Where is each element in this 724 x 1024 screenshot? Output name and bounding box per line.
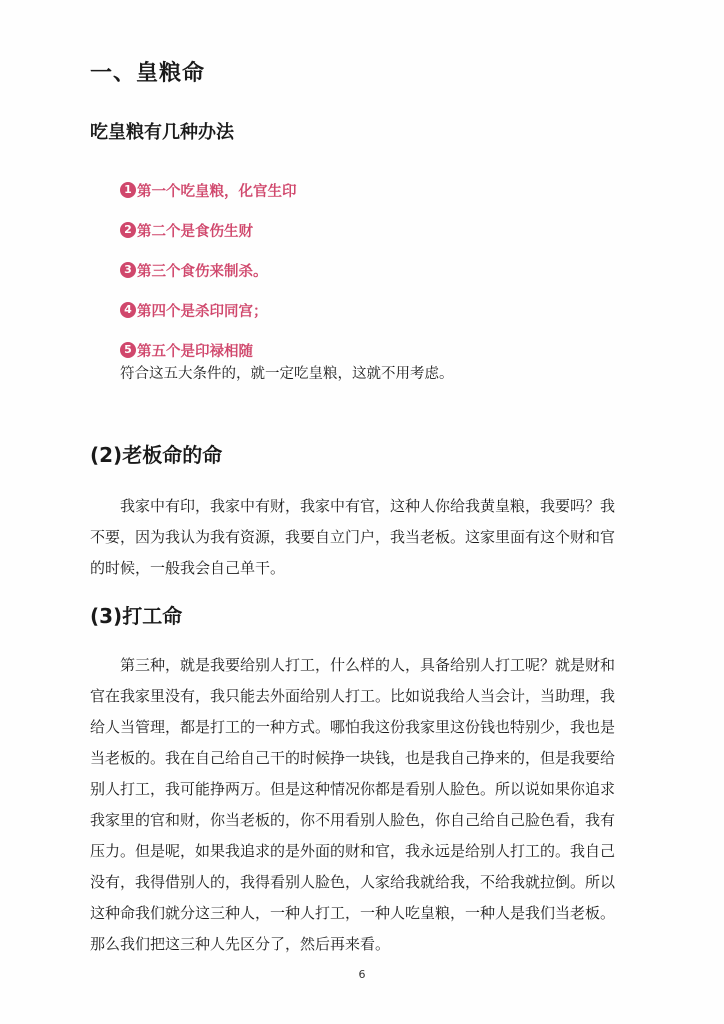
page-number: 6 <box>358 968 366 981</box>
paragraph-line: 没有，我得借别人的，我得看别人脸色，人家给我就给我，不给我就拉倒。所以 <box>90 873 616 891</box>
paragraph-line: 当老板的。我在自己给自己干的时候挣一块钱，也是我自己挣来的，但是我要给 <box>90 749 616 767</box>
method-item <box>120 290 297 330</box>
method-text: 第三个食伤来制杀。 <box>137 263 268 280</box>
methods-list <box>120 170 297 370</box>
boss-paragraph <box>90 491 638 584</box>
paragraph-line: 的时候，一般我会自己单干。 <box>90 559 286 577</box>
section-title: 一、皇粮命 <box>90 61 206 86</box>
method-text: 第四个是杀印同宫； <box>137 303 268 320</box>
paragraph-line: 不要，因为我认为我有资源，我要自立门户，我当老板。这家里面有这个财和官 <box>90 528 616 546</box>
worker-paragraph <box>90 650 638 960</box>
method-text: 第五个是印禄相随 <box>137 343 253 360</box>
paragraph-line: 第三种，就是我要给别人打工，什么样的人，具备给别人打工呢？就是财和 <box>90 656 616 674</box>
method-item <box>120 210 297 250</box>
paragraph-line: 我家中有印，我家中有财，我家中有官，这种人你给我黄皇粮，我要吗？我 <box>90 497 616 515</box>
paragraph-line: 压力。但是呢，如果我追求的是外面的财和官，我永远是给别人打工的。我自己 <box>90 842 616 860</box>
method-item <box>120 170 297 210</box>
paragraph-line: 官在我家里没有，我只能去外面给别人打工。比如说我给人当会计，当助理，我 <box>90 687 616 705</box>
number-5-icon: 5 <box>120 342 136 358</box>
number-3-icon: 3 <box>120 262 136 278</box>
summary-text: 符合这五大条件的，就一定吃皇粮，这就不用考虑。 <box>120 366 454 382</box>
paragraph-line: 我家里的官和财，你当老板的，你不用看别人脸色，你自己给自己脸色看，我有 <box>90 811 616 829</box>
method-text: 第二个是食伤生财 <box>137 223 253 240</box>
boss-heading: (2)老板命的命 <box>90 443 223 467</box>
paragraph-line: 给人当管理，都是打工的一种方式。哪怕我这份我家里这份钱也特别少，我也是 <box>90 718 616 736</box>
number-4-icon: 4 <box>120 302 136 318</box>
worker-heading: (3)打工命 <box>90 604 183 628</box>
paragraph-line: 那么我们把这三种人先区分了，然后再来看。 <box>90 935 391 953</box>
method-item <box>120 250 297 290</box>
method-text: 第一个吃皇粮，化官生印 <box>137 183 297 200</box>
subtitle: 吃皇粮有几种办法 <box>90 122 234 143</box>
number-2-icon: 2 <box>120 222 136 238</box>
paragraph-line: 这种命我们就分这三种人，一种人打工，一种人吃皇粮，一种人是我们当老板。 <box>90 904 616 922</box>
paragraph-line: 别人打工，我可能挣两万。但是这种情况你都是看别人脸色。所以说如果你追求 <box>90 780 616 798</box>
number-1-icon: 1 <box>120 182 136 198</box>
